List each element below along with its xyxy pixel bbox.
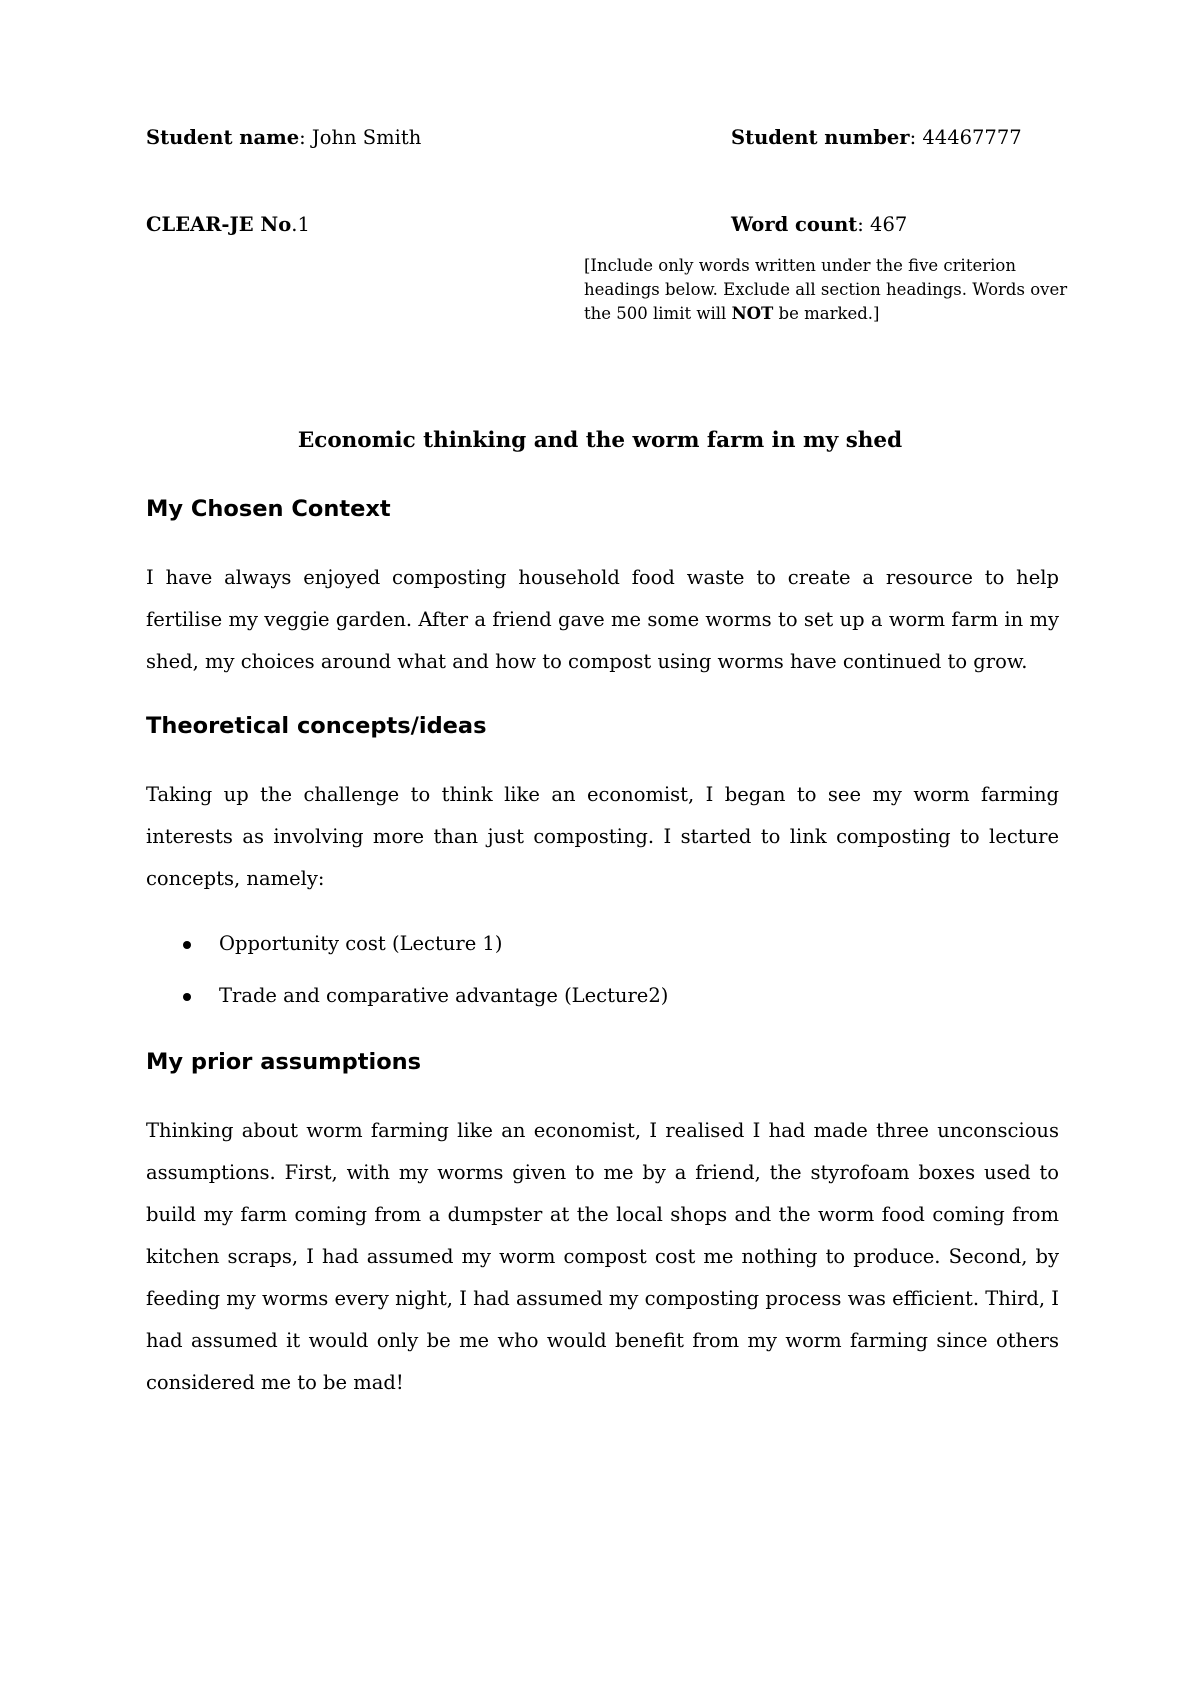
list-item-text: Opportunity cost (Lecture 1) [219, 932, 503, 955]
word-count-value: 467 [870, 213, 908, 236]
concept-bullet-list [146, 923, 668, 1027]
list-item [146, 975, 668, 1027]
clear-je-label: CLEAR-JE No [146, 213, 292, 236]
list-item-text: Trade and comparative advantage (Lecture2) [219, 984, 669, 1007]
clear-je-value: 1 [297, 213, 310, 236]
word-count-note [584, 254, 1074, 326]
student-name-line: Student name: John Smith [146, 126, 422, 149]
paragraph-prior-assumptions: Thinking about worm farming like an economist, I realised I had made three unconscious assumptions. First, with my worms given to me by a friend, the styrofoam boxes used to build my farm coming from a dumpster at the local shops and the worm food coming from kitchen scraps, I had assumed my worm compost cost me nothing to produce. Second, by feeding my worms every night, I had assumed my composting process was efficient. Third, I had assumed it would only be me who would benefit from my worm farming since others considered me to be mad! [146, 1119, 1059, 1394]
word-count-label: Word count [731, 213, 858, 236]
student-number-label: Student number [731, 126, 910, 149]
paragraph-theoretical-concepts: Taking up the challenge to think like an economist, I began to see my worm farming interests as involving more than just composting. I started to link composting to lecture concepts, namely: [146, 783, 1059, 890]
student-number-line: Student number: 44467777 [731, 126, 1022, 149]
paragraph-chosen-context: I have always enjoyed composting household food waste to create a resource to help fertilise my veggie garden. After a friend gave me some worms to set up a worm farm in my shed, my choices around what and how to compost using worms have continued to grow. [146, 566, 1059, 673]
section-heading-theoretical-concepts: Theoretical concepts/ideas [146, 713, 487, 739]
list-item [146, 923, 668, 975]
note-emphasis: NOT [731, 304, 774, 323]
document-title: Economic thinking and the worm farm in my shed [297, 428, 903, 453]
word-count-line: Word count: 467 [731, 213, 908, 236]
section-heading-chosen-context: My Chosen Context [146, 496, 391, 522]
note-text-end: be marked.] [773, 304, 880, 323]
student-name-value: John Smith [311, 126, 422, 149]
student-name-label: Student name [146, 126, 300, 149]
clear-je-line: CLEAR-JE No.1 [146, 213, 310, 236]
section-heading-prior-assumptions: My prior assumptions [146, 1049, 422, 1075]
note-text-start: [Include only words written under the five criterion headings below. Exclude all section headings. Words over the 500 limit will [584, 256, 1068, 323]
bullet-icon [183, 993, 191, 1001]
bullet-icon [183, 941, 191, 949]
student-number-value: 44467777 [922, 126, 1022, 149]
